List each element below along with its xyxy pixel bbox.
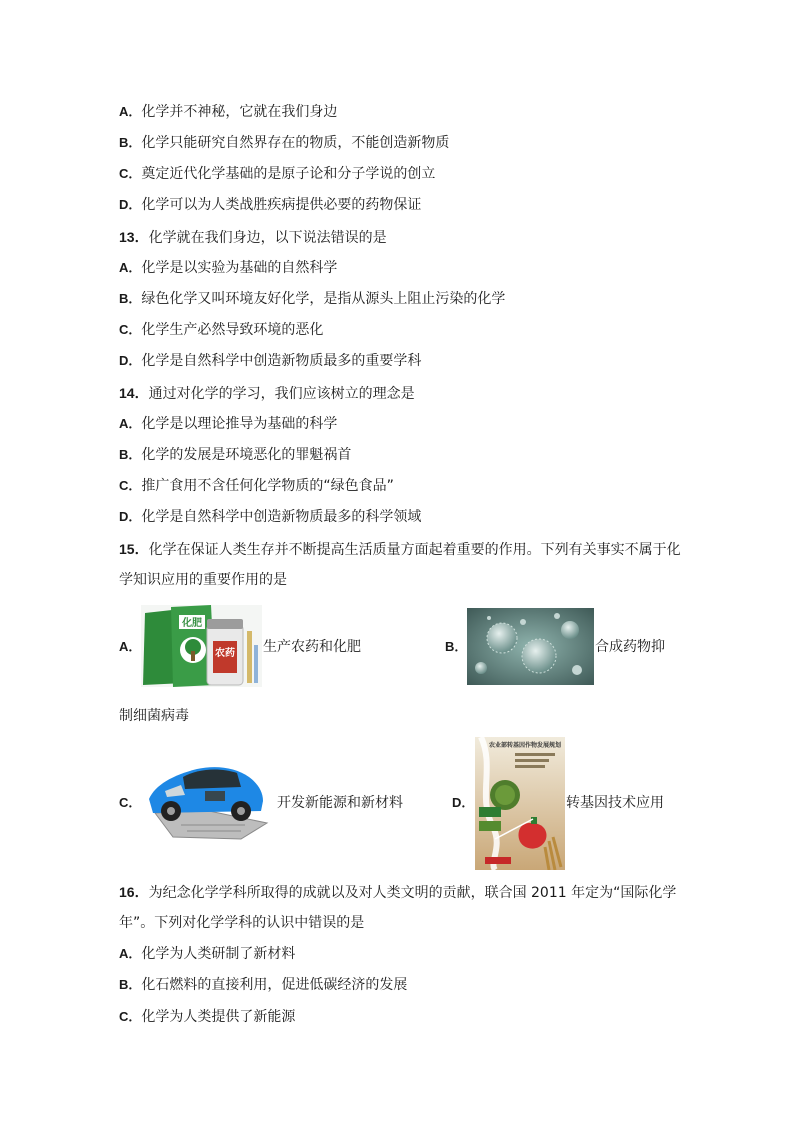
poster-title: 农业部转基因作物发展规划 [488, 742, 562, 749]
q12-option-c: C．奠定近代化学基础的是原子论和分子学说的创立 [119, 166, 436, 182]
q15-option-c-label: C． [119, 795, 142, 810]
fertilizer-pesticide-image [141, 605, 262, 687]
electric-car-image [145, 755, 272, 842]
q15-option-a-label: A． [119, 639, 142, 654]
q14-stem: 14．通过对化学的学习，我们应该树立的理念是 [119, 385, 415, 402]
q16-stem-continued: 年”。下列对化学学科的认识中错误的是 [119, 915, 365, 931]
q13-option-c: C．化学生产必然导致环境的恶化 [119, 322, 324, 338]
q16-stem: 16．为纪念化学学科所取得的成就以及对人类文明的贡献，联合国 2011 年定为“国际化学 [119, 884, 677, 901]
q15-option-d-label: D． [452, 795, 475, 810]
q16-option-b: B．化石燃料的直接利用，促进低碳经济的发展 [119, 977, 408, 993]
q15-option-b-text: 合成药物抑 [595, 639, 665, 655]
q15-option-d-text: 转基因技术应用 [566, 795, 664, 811]
q13-option-b: B．绿色化学又叫环境友好化学，是指从源头上阻止污染的化学 [119, 291, 506, 307]
q14-option-b: B．化学的发展是环境恶化的罪魁祸首 [119, 447, 352, 463]
q15-option-b-text-continued: 制细菌病毒 [119, 708, 189, 724]
q15-option-c-text: 开发新能源和新材料 [277, 795, 403, 811]
q15-option-a-text: 生产农药和化肥 [263, 639, 361, 655]
pesticide-text: 农药 [215, 648, 235, 659]
q14-option-a: A．化学是以理论推导为基础的科学 [119, 416, 338, 432]
q15-option-b-label: B． [445, 639, 468, 654]
bacteria-virus-image [467, 608, 594, 685]
q13-option-a: A．化学是以实验为基础的自然科学 [119, 260, 338, 276]
q13-option-d: D．化学是自然科学中创造新物质最多的重要学科 [119, 353, 422, 369]
fertilizer-text: 化肥 [182, 618, 202, 629]
q12-option-b: B．化学只能研究自然界存在的物质，不能创造新物质 [119, 135, 450, 151]
q15-stem: 15．化学在保证人类生存并不断提高生活质量方面起着重要的作用。下列有关事实不属于化 [119, 541, 681, 558]
q16-option-c: C．化学为人类提供了新能源 [119, 1009, 296, 1025]
q14-option-c: C．推广食用不含任何化学物质的“绿色食品” [119, 478, 394, 494]
q14-option-d: D．化学是自然科学中创造新物质最多的科学领域 [119, 509, 422, 525]
q15-stem-continued: 学知识应用的重要作用的是 [119, 572, 287, 588]
q12-option-a: A．化学并不神秘，它就在我们身边 [119, 104, 338, 120]
gmo-poster-image [475, 737, 565, 870]
q12-option-d: D．化学可以为人类战胜疾病提供必要的药物保证 [119, 197, 422, 213]
q13-stem: 13．化学就在我们身边，以下说法错误的是 [119, 229, 387, 246]
q16-option-a: A．化学为人类研制了新材料 [119, 946, 296, 962]
